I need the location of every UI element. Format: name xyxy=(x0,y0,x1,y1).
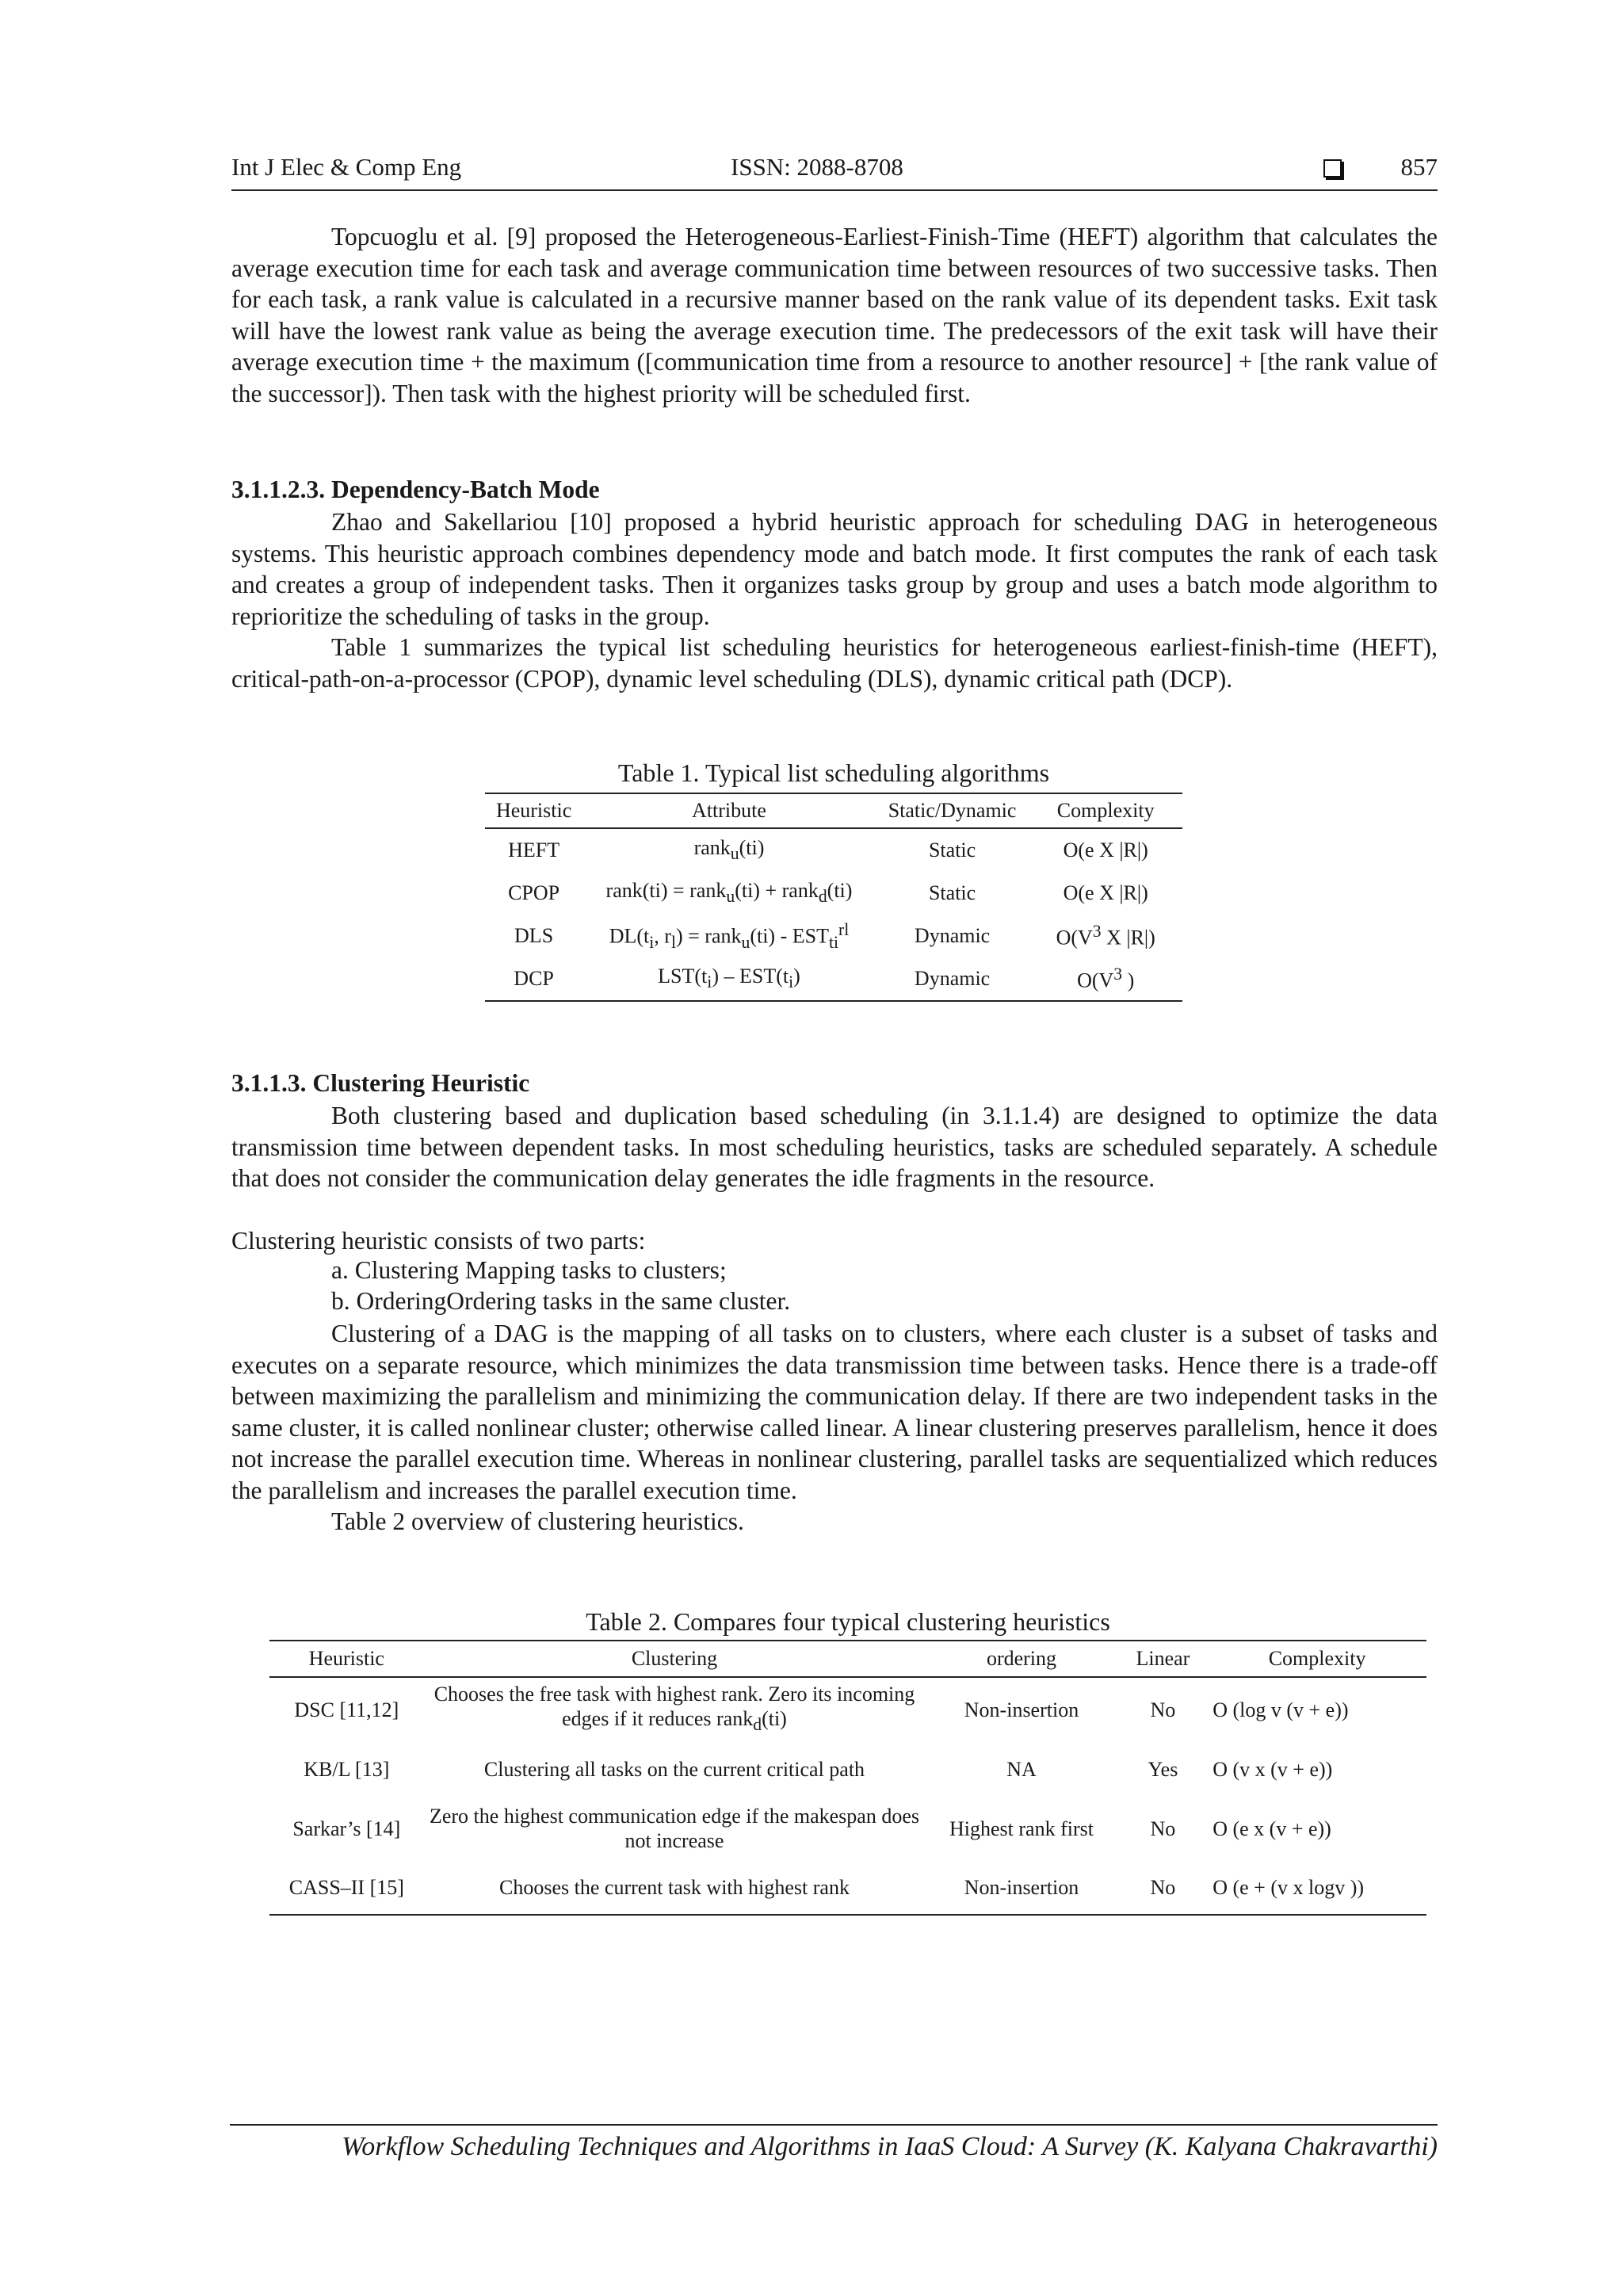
table-header: ordering xyxy=(925,1641,1117,1677)
table-row xyxy=(485,828,1182,872)
table-cell: Dynamic xyxy=(914,924,991,947)
table-cell: O (e x (v + e)) xyxy=(1212,1817,1331,1840)
journal-name: Int J Elec & Comp Eng xyxy=(231,153,462,181)
table-cell: NA xyxy=(1006,1757,1037,1781)
table-cell: DSC [11,12] xyxy=(294,1698,399,1721)
table-cell: O (e + (v x logv )) xyxy=(1212,1875,1365,1899)
table-cell: Chooses the current task with highest rank xyxy=(499,1875,850,1899)
table-cell-formula: rank(ti) = rank$_u$(ti) + rank$_d$(ti) xyxy=(605,879,853,907)
table-cell: Clustering all tasks on the current critical path xyxy=(483,1757,865,1781)
section-heading-clustering: 3.1.1.3. Clustering Heuristic xyxy=(231,1069,530,1097)
table1 xyxy=(485,793,1182,1002)
paragraph-clustering-parts: Clustering heuristic consists of two parts: xyxy=(231,1227,646,1255)
table-cell: Non-insertion xyxy=(964,1698,1079,1721)
table-cell: O (v x (v + e)) xyxy=(1212,1757,1333,1781)
table-row xyxy=(269,1741,1426,1797)
table2 xyxy=(269,1640,1426,1916)
table-header: Attribute xyxy=(582,793,876,828)
table-header: Static/Dynamic xyxy=(876,793,1029,828)
table-cell: Static xyxy=(928,881,976,904)
table-cell: No xyxy=(1150,1875,1176,1899)
table-cell-formula: $O(V^3$ X |R|) xyxy=(1056,922,1155,949)
table-header: Clustering xyxy=(424,1641,926,1677)
table-row xyxy=(485,872,1182,915)
table-header: Linear xyxy=(1118,1641,1209,1677)
table-row xyxy=(485,915,1182,957)
table-cell: DLS xyxy=(514,924,554,947)
table-cell-formula: $DL(t_i$, $r_l$) = rank$_u$(ti) - $EST_{ti}^{rl}$ xyxy=(609,919,850,952)
table-header-row xyxy=(485,793,1182,828)
table-cell: O(e X |R|) xyxy=(1063,881,1148,904)
table-cell: No xyxy=(1150,1698,1176,1721)
table-cell: Zero the highest communication edge if the makespan does not increase xyxy=(429,1805,920,1852)
table-row xyxy=(269,1860,1426,1915)
paragraph-heft: Topcuoglu et al. [9] proposed the Heterogeneous-Earliest-Finish-Time (HEFT) algorithm that calculates the average execution time for each task and average communication time between resources of two successive tasks. Then for each task, a rank value is calculated in a recursive manner based on the rank value of its dependent tasks. Exit task will have the lowest rank value as being the average execution time. The predecessors of the exit task will have their average execution time + the maximum ([communication time from a resource to another resource] + [the rank value of the successor]). Then task with the highest priority will be scheduled first. xyxy=(231,223,1438,407)
table-cell-formula: rank$_u$(ti) xyxy=(693,836,765,864)
table2-caption: Table 2. Compares four typical clustering heuristics xyxy=(586,1607,1110,1636)
table-cell: Dynamic xyxy=(914,967,991,990)
list-item: b. OrderingOrdering tasks in the same cluster. xyxy=(331,1287,791,1315)
table-cell: No xyxy=(1150,1817,1176,1840)
table1-caption: Table 1. Typical list scheduling algorithms xyxy=(617,758,1050,787)
issn: ISSN: 2088-8708 xyxy=(731,153,903,181)
table-cell: Highest rank first xyxy=(949,1817,1094,1840)
table-cell: Yes xyxy=(1148,1757,1178,1781)
page-number: 857 xyxy=(1400,153,1438,181)
table-cell: CASS–II [15] xyxy=(288,1875,404,1899)
table-cell: CPOP xyxy=(508,881,560,904)
paragraph-clustering-2: Clustering of a DAG is the mapping of all tasks on to clusters, where each cluster is a subset of tasks and executes on a separate resource, which minimizes the data transmission time between tasks. Hence there is a trade-off between maximizing the parallelism and minimizing the communication delay. If there are two independent tasks in the same cluster, it is called nonlinear cluster; otherwise called linear. A linear clustering preserves parallelism, hence it does not increase the parallel execution time. Whereas in nonlinear clustering, parallel tasks are sequentialized which reduces the parallelism and increases the parallel execution time. xyxy=(231,1320,1438,1504)
table-cell: DCP xyxy=(514,967,554,990)
table-cell: O(e X |R|) xyxy=(1063,839,1148,861)
list-item: a. Clustering Mapping tasks to clusters; xyxy=(331,1256,727,1284)
table-header-row xyxy=(269,1641,1426,1677)
table-cell-formula: $O(V^3$ ) xyxy=(1077,965,1135,992)
table-header: Complexity xyxy=(1208,1641,1426,1677)
table-row xyxy=(269,1797,1426,1860)
table-cell-formula: Chooses the free task with highest rank. Zero its incoming edges if it reduces rank$_d$(ti) xyxy=(433,1682,915,1735)
table-cell-formula: $LST(t_i) - EST(t_i)$ xyxy=(658,965,800,992)
table-cell: Sarkar’s [14] xyxy=(292,1817,401,1840)
table-row xyxy=(485,957,1182,1001)
table-header: Heuristic xyxy=(269,1641,424,1677)
table-header: Heuristic xyxy=(485,793,582,828)
running-header xyxy=(231,153,1438,191)
table-cell: Static xyxy=(928,839,976,861)
paragraph-table2-intro: Table 2 overview of clustering heuristics. xyxy=(331,1507,744,1535)
table-header: Complexity xyxy=(1029,793,1182,828)
paragraph-dependency-batch: Zhao and Sakellariou [10] proposed a hybrid heuristic approach for scheduling DAG in heterogeneous systems. This heuristic approach combines dependency mode and batch mode. It first computes the rank of each task and creates a group of independent tasks. Then it organizes tasks group by group and uses a batch mode algorithm to reprioritize the scheduling of tasks in the group. xyxy=(231,508,1438,630)
checkbox-square-icon xyxy=(1323,159,1342,178)
table-cell: HEFT xyxy=(508,839,560,861)
table-cell: KB/L [13] xyxy=(304,1757,390,1781)
paragraph-clustering-1: Both clustering based and duplication based scheduling (in 3.1.1.4) are designed to optimize the data transmission time between dependent tasks. In most scheduling heuristics, tasks are scheduled separately. A schedule that does not consider the communication delay generates the idle fragments in the resource. xyxy=(231,1102,1438,1192)
table-cell: Non-insertion xyxy=(964,1875,1079,1899)
running-footer: Workflow Scheduling Techniques and Algorithms in IaaS Cloud: A Survey (K. Kalyana Chakravarthi) xyxy=(230,2124,1438,2162)
table-row xyxy=(269,1677,1426,1741)
section-heading-dependency-batch: 3.1.1.2.3. Dependency-Batch Mode xyxy=(231,476,600,503)
table-cell: O (log v (v + e)) xyxy=(1212,1698,1349,1721)
paragraph-table1-intro: Table 1 summarizes the typical list scheduling heuristics for heterogeneous earliest-finish-time (HEFT), critical-path-on-a-processor (CPOP), dynamic level scheduling (DLS), dynamic critical path (DCP). xyxy=(231,633,1438,693)
